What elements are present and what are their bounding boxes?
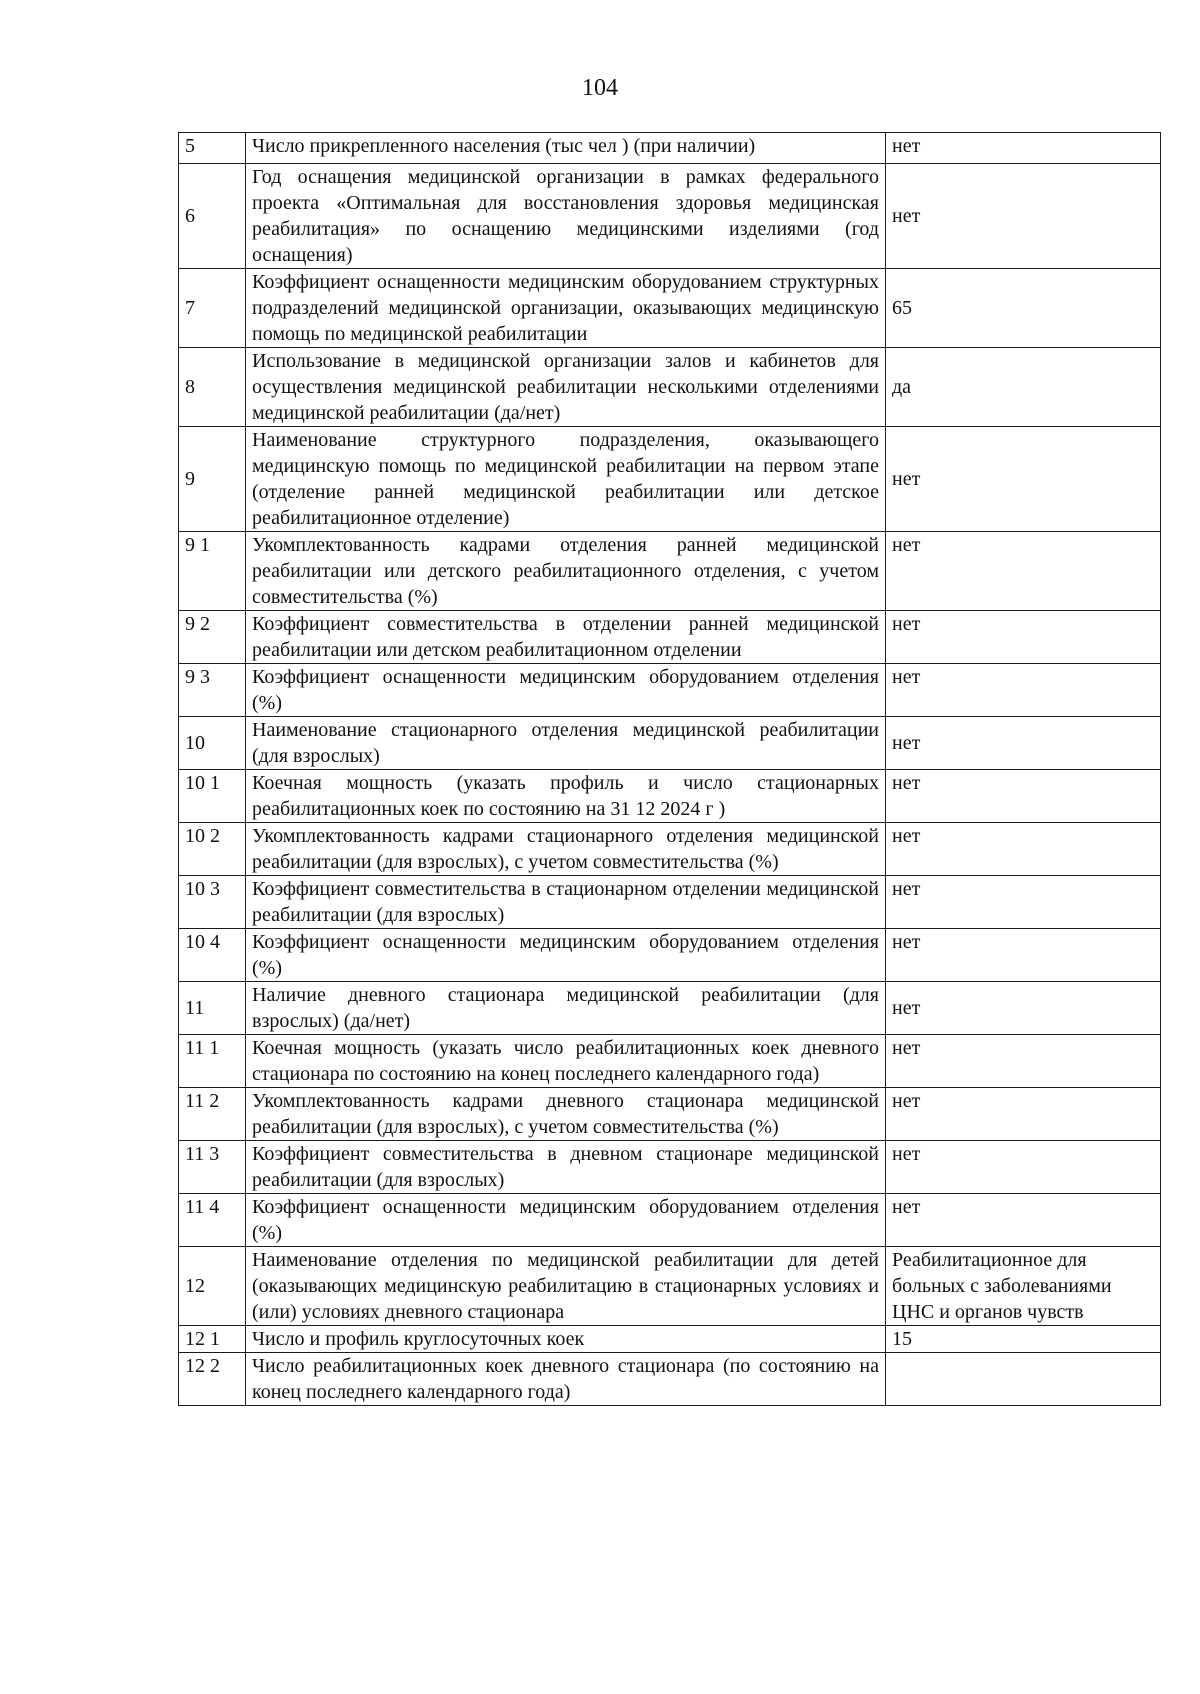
table-row <box>179 1194 1161 1247</box>
table-row <box>179 532 1161 611</box>
row-value: нет <box>886 1194 1161 1247</box>
row-number: 10 4 <box>179 929 246 982</box>
row-description: Наименование структурного подразделения, оказывающего медицинскую помощь по медицинской реабилитации на первом этапе (отделение ранней медицинской реабилитации или детское реабилитационное отделение) <box>246 427 886 532</box>
table-row <box>179 427 1161 532</box>
row-number: 6 <box>179 164 246 269</box>
row-number: 9 1 <box>179 532 246 611</box>
row-value: да <box>886 348 1161 427</box>
row-value: нет <box>886 611 1161 664</box>
row-value: 15 <box>886 1326 1161 1353</box>
row-description: Год оснащения медицинской организации в рамках федерального проекта «Оптимальная для восстановления здоровья медицинская реабилитация» по оснащению медицинскими изделиями (год оснащения) <box>246 164 886 269</box>
row-number: 9 2 <box>179 611 246 664</box>
row-number: 10 <box>179 717 246 770</box>
row-number: 12 <box>179 1247 246 1326</box>
row-number: 10 1 <box>179 770 246 823</box>
row-description: Укомплектованность кадрами стационарного отделения медицинской реабилитации (для взрослых), с учетом совместительства (%) <box>246 823 886 876</box>
row-description: Коэффициент оснащенности медицинским оборудованием отделения (%) <box>246 1194 886 1247</box>
table-row <box>179 269 1161 348</box>
row-description: Коэффициент оснащенности медицинским оборудованием отделения (%) <box>246 929 886 982</box>
table-row <box>179 664 1161 717</box>
row-value: нет <box>886 1035 1161 1088</box>
indicator-table <box>178 132 1161 1406</box>
table-row <box>179 770 1161 823</box>
row-description: Коэффициент совместительства в дневном стационаре медицинской реабилитации (для взрослых) <box>246 1141 886 1194</box>
row-number: 11 2 <box>179 1088 246 1141</box>
row-description: Использование в медицинской организации залов и кабинетов для осуществления медицинской реабилитации несколькими отделениями медицинской реабилитации (да/нет) <box>246 348 886 427</box>
row-number: 10 3 <box>179 876 246 929</box>
table-row <box>179 982 1161 1035</box>
page-number: 104 <box>582 75 618 101</box>
row-number: 9 <box>179 427 246 532</box>
row-value: нет <box>886 770 1161 823</box>
table-row <box>179 1247 1161 1326</box>
table-row <box>179 611 1161 664</box>
row-description: Наименование отделения по медицинской реабилитации для детей (оказывающих медицинскую реабилитацию в стационарных условиях и (или) условиях дневного стационара <box>246 1247 886 1326</box>
row-description: Укомплектованность кадрами дневного стационара медицинской реабилитации (для взрослых), с учетом совместительства (%) <box>246 1088 886 1141</box>
row-description: Коэффициент совместительства в стационарном отделении медицинской реабилитации (для взрослых) <box>246 876 886 929</box>
row-description: Число реабилитационных коек дневного стационара (по состоянию на конец последнего календарного года) <box>246 1353 886 1406</box>
row-value: нет <box>886 427 1161 532</box>
row-value: нет <box>886 982 1161 1035</box>
table-row <box>179 1141 1161 1194</box>
row-value: нет <box>886 1141 1161 1194</box>
row-value: нет <box>886 823 1161 876</box>
row-value: нет <box>886 664 1161 717</box>
row-value: нет <box>886 1088 1161 1141</box>
row-number: 11 3 <box>179 1141 246 1194</box>
row-description: Коечная мощность (указать число реабилитационных коек дневного стационара по состоянию на конец последнего календарного года) <box>246 1035 886 1088</box>
table-row <box>179 133 1161 164</box>
row-value: Реабилитационное для больных с заболеваниями ЦНС и органов чувств <box>886 1247 1161 1326</box>
row-description: Наличие дневного стационара медицинской реабилитации (для взрослых) (да/нет) <box>246 982 886 1035</box>
table-row <box>179 348 1161 427</box>
table-row <box>179 1088 1161 1141</box>
row-value: нет <box>886 876 1161 929</box>
table-row <box>179 164 1161 269</box>
row-value: нет <box>886 929 1161 982</box>
table-row <box>179 1326 1161 1353</box>
row-number: 12 2 <box>179 1353 246 1406</box>
row-description: Укомплектованность кадрами отделения ранней медицинской реабилитации или детского реабилитационного отделения, с учетом совместительства (%) <box>246 532 886 611</box>
row-number: 11 <box>179 982 246 1035</box>
row-description: Коечная мощность (указать профиль и число стационарных реабилитационных коек по состоянию на 31 12 2024 г ) <box>246 770 886 823</box>
row-number: 9 3 <box>179 664 246 717</box>
table-row <box>179 1353 1161 1406</box>
row-value: нет <box>886 164 1161 269</box>
row-number: 12 1 <box>179 1326 246 1353</box>
row-number: 8 <box>179 348 246 427</box>
row-number: 10 2 <box>179 823 246 876</box>
table-row <box>179 823 1161 876</box>
table-row <box>179 929 1161 982</box>
row-number: 11 4 <box>179 1194 246 1247</box>
table-row <box>179 876 1161 929</box>
row-description: Наименование стационарного отделения медицинской реабилитации (для взрослых) <box>246 717 886 770</box>
row-description: Число прикрепленного населения (тыс чел ) (при наличии) <box>246 133 886 164</box>
row-number: 7 <box>179 269 246 348</box>
row-description: Число и профиль круглосуточных коек <box>246 1326 886 1353</box>
row-value: нет <box>886 717 1161 770</box>
row-number: 5 <box>179 133 246 164</box>
row-value: нет <box>886 532 1161 611</box>
row-number: 11 1 <box>179 1035 246 1088</box>
row-value: нет <box>886 133 1161 164</box>
row-description: Коэффициент оснащенности медицинским оборудованием структурных подразделений медицинской организации, оказывающих медицинскую помощь по медицинской реабилитации <box>246 269 886 348</box>
row-description: Коэффициент совместительства в отделении ранней медицинской реабилитации или детском реабилитационном отделении <box>246 611 886 664</box>
row-value: 65 <box>886 269 1161 348</box>
table-row <box>179 1035 1161 1088</box>
row-description: Коэффициент оснащенности медицинским оборудованием отделения (%) <box>246 664 886 717</box>
row-value <box>886 1353 1161 1406</box>
table-row <box>179 717 1161 770</box>
